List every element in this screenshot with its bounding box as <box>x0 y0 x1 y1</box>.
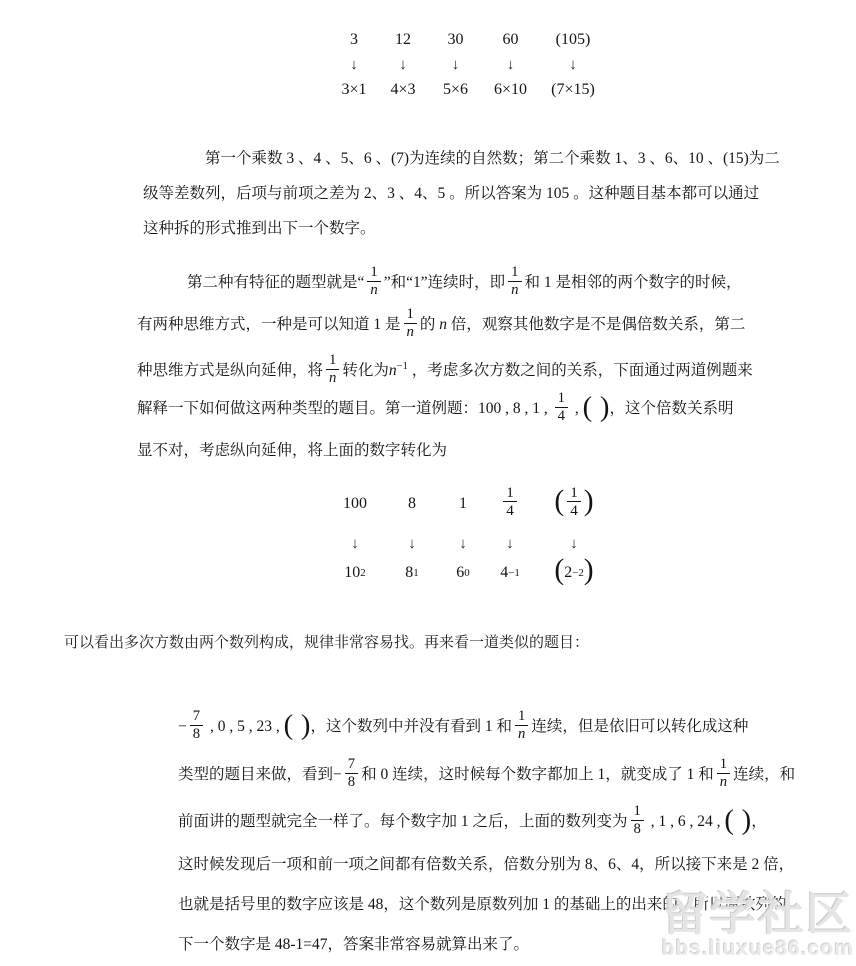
text-line: 第一个乘数 3 、4 、5、6 、(7)为连续的自然数；第二个乘数 1、3 、6、10 、(15)为二 <box>205 150 780 167</box>
down-arrow-icon: ↓ <box>569 56 577 73</box>
diagram1-product: (7×15) <box>551 81 595 98</box>
diagram2-values-row <box>328 478 612 530</box>
down-arrow-icon: ↓ <box>350 56 358 73</box>
paragraph-second-type <box>137 262 753 472</box>
text-line: 级等差数列，后项与前项之差为 2、3 、4、5 。所以答案为 105 。这种题目基本都可以通过 <box>143 185 760 202</box>
down-arrow-icon: ↓ <box>506 535 514 552</box>
text-line: 第二种有特征的题型就是“ $\frac{1}{n}$ ”和“1”连续时，即 $\frac{1}{n}$ 和 1 是相邻的两个数字的时候， <box>187 264 742 298</box>
down-arrow-icon: ↓ <box>408 535 416 552</box>
sequence-diagram-1 <box>330 28 608 102</box>
text-line: − $\frac{7}{8}$ , 0 , 5 , 23 , ( )，这个数列中并没有看到 1 和 $\frac{1}{n}$ 连续，但是依旧可以转化成这种 <box>178 708 749 742</box>
diagram1-product: 4×3 <box>390 81 416 98</box>
text-line: 类型的题目来做，看到− $\frac{7}{8}$ 和 0 连续，这时候每个数字都加上 1，就变成了 1 和 $\frac{1}{n}$ 连续，和 <box>178 756 796 790</box>
down-arrow-icon: ↓ <box>506 56 515 73</box>
watermark-logo: 留学社区 <box>662 888 854 940</box>
diagram2-value: $\frac{1}{4}$ <box>484 478 536 530</box>
diagram2-power: 4 −1 <box>500 564 520 581</box>
paragraph-answer-105 <box>143 141 780 246</box>
diagram2-powers-row <box>328 554 612 588</box>
text-line: 有两种思维方式，一种是可以知道 1 是 $\frac{1}{n}$ 的 n 倍，观察其他数字是不是偶倍数关系，第二 <box>137 306 746 340</box>
watermark <box>661 888 854 960</box>
diagram1-product: 3×1 <box>341 81 367 98</box>
diagram1-value: 60 <box>502 31 519 48</box>
down-arrow-icon: ↓ <box>459 535 467 552</box>
diagram2-power: ( 2 −2 ) <box>554 554 594 587</box>
diagram2-value: 100 <box>343 495 367 512</box>
note-line: 可以看出多次方数由两个数列构成，规律非常容易找。再来看一道类似的题目： <box>64 634 590 651</box>
down-arrow-icon: ↓ <box>351 535 359 552</box>
text-line: 下一个数字是 48-1=47，答案非常容易就算出来了。 <box>178 936 530 953</box>
text-line: 前面讲的题型就完全一样了。每个数字加 1 之后，上面的数列变为 $\frac{1}{8}$ , 1 , 6 , 24 , ( )， <box>178 803 767 837</box>
diagram2-power: 10 2 <box>344 564 366 581</box>
diagram1-value: 12 <box>395 31 411 48</box>
text-line: 也就是括号里的数字应该是 48，这个数列是原数列加 1 的基础上的出来的，所以原数列的 <box>178 896 787 913</box>
diagram2-value: ( $\frac{1}{4}$ ) <box>554 484 594 520</box>
diagram1-value: 30 <box>447 31 464 48</box>
text-line: 解释一下如何做这两种类型的题目。第一道例题：100 , 8 , 1 , $\frac{1}{4}$ , ( )，这个倍数关系明 <box>137 390 734 424</box>
diagram2-arrows-row <box>328 530 612 558</box>
text-line: 种思维方式是纵向延伸，将 $\frac{1}{n}$ 转化为$n^{-1}$ ，考虑多次方数之间的关系，下面通过两道例题来 <box>137 352 753 386</box>
diagram2-value: 1 <box>459 495 467 512</box>
sequence-diagram-2 <box>328 478 612 588</box>
diagram1-arrows-row <box>330 52 608 78</box>
diagram1-value: (105) <box>555 31 591 48</box>
diagram2-value: 8 <box>408 495 416 512</box>
diagram2-power: 6 0 <box>456 564 470 581</box>
diagram1-product: 6×10 <box>493 81 528 98</box>
diagram2-power: 8 1 <box>405 564 419 581</box>
diagram1-products-row <box>330 78 608 102</box>
down-arrow-icon: ↓ <box>451 56 460 73</box>
down-arrow-icon: ↓ <box>570 535 578 552</box>
watermark-url: bbs.liuxue86.com <box>661 937 854 960</box>
text-line: 这时候发现后一项和前一项之间都有倍数关系，倍数分别为 8、6、4，所以接下来是 2 倍， <box>178 856 795 873</box>
diagram1-value: 3 <box>350 31 358 48</box>
diagram1-values-row <box>330 28 608 52</box>
diagram1-product: 5×6 <box>442 81 469 98</box>
text-line: 这种拆的形式推到出下一个数字。 <box>143 220 376 237</box>
text-line: 显不对，考虑纵向延伸，将上面的数字转化为 <box>137 442 448 459</box>
down-arrow-icon: ↓ <box>399 56 407 73</box>
